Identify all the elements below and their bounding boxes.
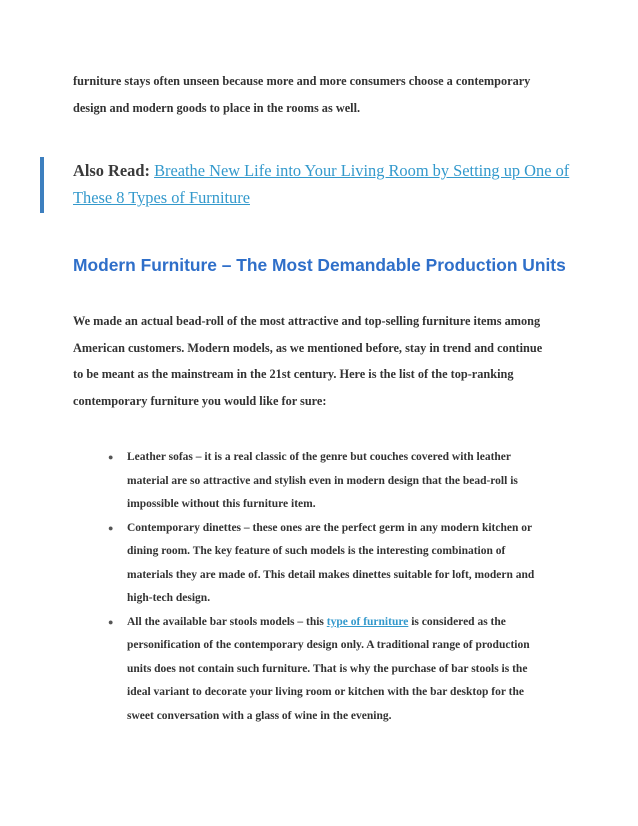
list-item-line: Leather sofas – it is a real classic of the genre but couches covered with leather xyxy=(127,451,512,463)
intro-line: furniture stays often unseen because more and more consumers choose a contemporary xyxy=(73,74,531,88)
list-item-line: Contemporary dinettes – these ones are the perfect germ in any modern kitchen or xyxy=(127,521,533,534)
list-item xyxy=(108,517,534,611)
list-item-line: units does not contain such furniture. That is why the purchase of bar stools is the xyxy=(127,662,528,675)
furniture-list xyxy=(108,446,534,728)
body-line: contemporary furniture you would like for sure: xyxy=(73,393,327,408)
also-read-label: Also Read: xyxy=(73,161,150,180)
list-item-line: personification of the contemporary design only. A traditional range of production xyxy=(127,639,530,651)
body-line: to be meant as the mainstream in the 21st century. Here is the list of the top-ranking xyxy=(73,367,514,381)
list-item-line: high-tech design. xyxy=(127,592,211,604)
list-item-text: is considered as the xyxy=(408,615,506,628)
list-item-line: sweet conversation with a glass of wine in the evening. xyxy=(127,709,392,722)
list-item xyxy=(108,446,534,517)
list-item-line xyxy=(127,611,534,635)
list-item-line: material are so attractive and stylish even in modern design that the bead-roll is xyxy=(127,474,518,487)
list-item-line: materials they are made of. This detail makes dinettes suitable for loft, modern and xyxy=(127,568,535,581)
also-read-text xyxy=(73,157,569,211)
body-line: We made an actual bead-roll of the most attractive and top-selling furniture items among xyxy=(73,314,541,328)
bullet-icon: ● xyxy=(108,522,114,533)
intro-paragraph xyxy=(73,68,573,121)
intro-line: design and modern goods to place in the rooms as well. xyxy=(73,100,361,115)
also-read-link-continued[interactable]: These 8 Types of Furniture xyxy=(73,188,250,207)
also-read-callout xyxy=(40,157,580,213)
list-item-text: All the available bar stools models – this xyxy=(127,615,327,628)
section-heading: Modern Furniture – The Most Demandable Production Units xyxy=(73,255,566,275)
list-item xyxy=(108,611,534,729)
list-item-line: impossible without this furniture item. xyxy=(127,498,316,510)
bullet-icon: ● xyxy=(108,616,114,627)
also-read-link[interactable]: Breathe New Life into Your Living Room by Setting up One of xyxy=(154,161,570,180)
callout-accent-bar xyxy=(40,157,44,213)
list-item-line: dining room. The key feature of such models is the interesting combination of xyxy=(127,545,506,557)
type-of-furniture-link[interactable]: type of furniture xyxy=(326,615,409,628)
list-item-line: ideal variant to decorate your living room or kitchen with the bar desktop for the xyxy=(127,686,524,698)
body-line: American customers. Modern models, as we mentioned before, stay in trend and continue xyxy=(73,340,543,355)
body-paragraph xyxy=(73,308,573,414)
bullet-icon: ● xyxy=(108,452,114,462)
